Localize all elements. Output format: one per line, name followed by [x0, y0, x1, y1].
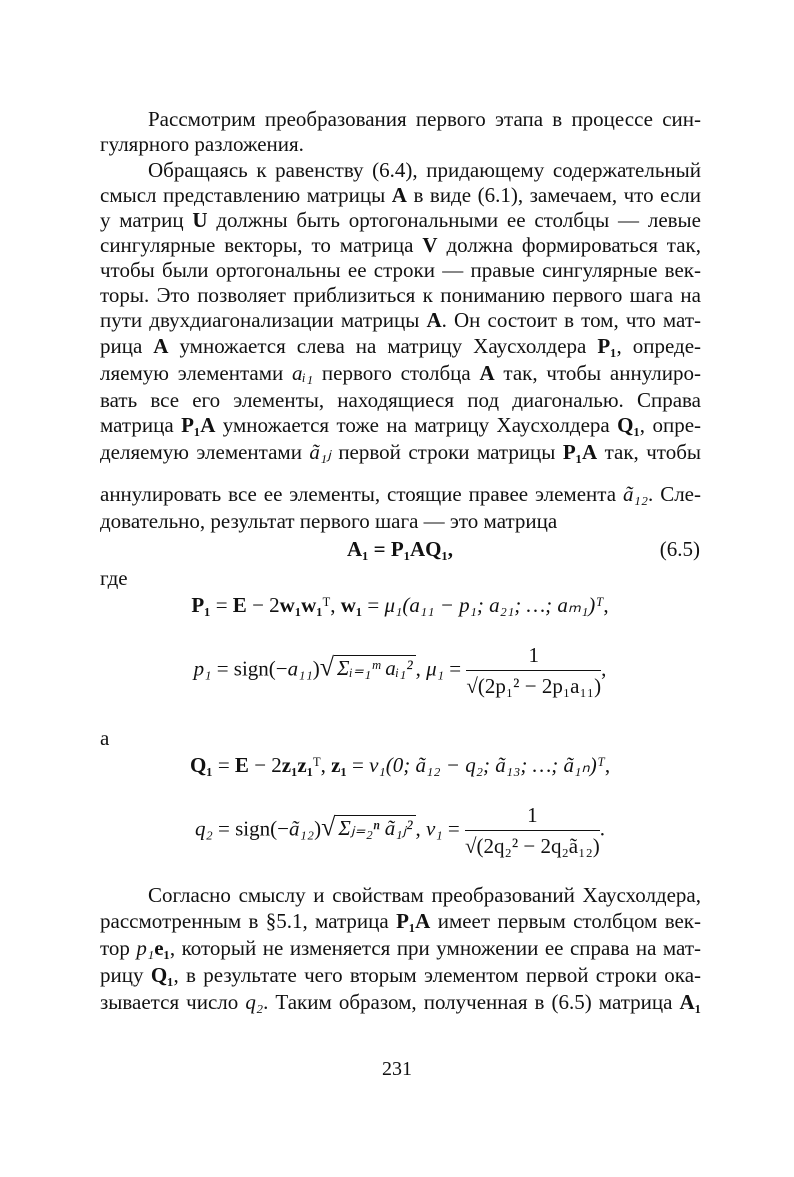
- text-segment: , опреде-: [616, 334, 702, 358]
- text-segment: ᵀ,: [322, 593, 341, 617]
- denominator: √(2q₂² − 2q₂ã₁₂): [465, 834, 600, 858]
- text-line: [100, 935, 701, 961]
- text-line: [100, 565, 701, 591]
- equation-number: (6.5): [659, 537, 700, 561]
- math-expression: μ₁: [426, 656, 444, 681]
- text-segment: =: [362, 593, 385, 617]
- text-segment: ): [314, 816, 322, 841]
- text-segment: так, чтобы аннулиро-: [494, 361, 701, 385]
- text-segment: , в результате чего вторым элементом первой строки ока-: [173, 963, 702, 987]
- math-expression: ã₁₂: [288, 816, 315, 841]
- matrix-symbol: E: [232, 593, 247, 617]
- matrix-symbol: P₁A: [562, 440, 598, 464]
- matrix-symbol: U: [192, 208, 208, 232]
- math-expression: Σⱼ₌₂ⁿ ã₁ⱼ²: [335, 815, 415, 840]
- text-segment: гулярного разложения.: [100, 132, 304, 156]
- text-segment: Согласно смыслу и свойствам преобразований Хаусхолдера,: [148, 883, 701, 907]
- text-segment: ,: [604, 753, 611, 777]
- numerator: 1: [465, 800, 600, 831]
- text-line: [100, 232, 701, 258]
- text-line: [148, 157, 701, 183]
- text-line: [100, 387, 701, 413]
- matrix-symbol: Q₁: [189, 753, 213, 777]
- text-segment: ,: [601, 656, 607, 681]
- math-expression: ν₁: [426, 816, 443, 841]
- text-segment: ): [312, 656, 320, 681]
- formula-line: [100, 640, 700, 701]
- text-segment: . Сле-: [648, 482, 701, 506]
- math-expression: ã₁ⱼ: [309, 440, 331, 464]
- text-segment: =: [346, 753, 370, 777]
- matrix-symbol: w₁: [340, 593, 363, 617]
- text-segment: где: [100, 566, 128, 590]
- math-expression: Σᵢ₌₁ᵐ aᵢ₁²: [334, 655, 416, 680]
- text-line: [100, 908, 701, 934]
- text-segment: ,: [603, 593, 609, 617]
- math-expression: ν₁(0; ã₁₂ − q₂; ã₁₃; …; ã₁ₙ)ᵀ: [369, 753, 605, 777]
- page-number: 231: [382, 1058, 412, 1080]
- text-segment: рассмотренным в §5.1, матрица: [100, 909, 397, 933]
- text-line: [100, 282, 701, 308]
- text-line: [148, 106, 701, 132]
- text-segment: торы. Это позволяет приблизиться к пониманию первого шага на: [100, 283, 701, 307]
- text-line: [100, 333, 701, 359]
- text-line: [148, 882, 701, 908]
- text-line: [100, 725, 701, 751]
- text-segment: ᵀ,: [313, 753, 332, 777]
- text-segment: ляемую элементами: [100, 361, 293, 385]
- matrix-symbol: A: [391, 183, 407, 207]
- math-expression: aᵢ₁: [292, 361, 314, 385]
- text-line: [100, 307, 701, 333]
- math-expression: p₁: [193, 656, 212, 681]
- formula-line: [100, 800, 700, 861]
- text-segment: пути двухдиагонализации матрицы: [100, 308, 427, 332]
- text-segment: чтобы были ортогональны ее строки — правые сингулярные век-: [100, 258, 701, 282]
- math-expression: a₁₁: [287, 656, 313, 681]
- denominator: √(2p₁² − 2p₁a₁₁): [466, 674, 602, 698]
- numerator: 1: [466, 640, 601, 671]
- text-line: [100, 131, 701, 157]
- text-segment: . Он состоит в том, что мат-: [441, 308, 701, 332]
- matrix-symbol: P₁A: [396, 909, 431, 933]
- matrix-symbol: A₁: [679, 990, 701, 1014]
- text-segment: =: [442, 816, 465, 841]
- text-segment: имеет первым столбцом век-: [430, 909, 701, 933]
- text-segment: рица: [100, 334, 154, 358]
- text-segment: довательно, результат первого шага — это матрица: [100, 509, 558, 533]
- text-line: [100, 508, 701, 534]
- text-segment: в виде (6.1), замечаем, что если: [406, 183, 701, 207]
- matrix-symbol: V: [422, 233, 438, 257]
- text-segment: √: [321, 812, 336, 842]
- text-segment: смысл представлению матрицы: [100, 183, 392, 207]
- text-segment: умножается тоже на матрицу Хаусхолдера: [215, 413, 618, 437]
- matrix-symbol: A₁ = P₁AQ₁,: [346, 537, 454, 561]
- text-segment: .: [599, 816, 606, 841]
- text-segment: , опре-: [639, 413, 702, 437]
- text-segment: тор: [100, 936, 137, 960]
- text-segment: = sign(−: [212, 816, 289, 841]
- text-segment: = sign(−: [211, 656, 288, 681]
- text-segment: первой строки матрицы: [330, 440, 563, 464]
- math-expression: ã₁₂: [622, 482, 649, 506]
- matrix-symbol: Q₁: [150, 963, 174, 987]
- matrix-symbol: z₁z₁: [281, 753, 314, 777]
- math-expression: μ₁(a₁₁ − p₁; a₂₁; …; aₘ₁)ᵀ: [384, 593, 604, 617]
- matrix-symbol: e₁: [154, 936, 170, 960]
- matrix-symbol: A: [153, 334, 169, 358]
- matrix-symbol: Q₁: [617, 413, 640, 437]
- math-expression: p₁: [136, 936, 155, 960]
- text-line: [100, 962, 701, 988]
- math-expression: q₂: [245, 990, 264, 1014]
- text-segment: , который не изменяется при умножении ее справа на мат-: [169, 936, 701, 960]
- text-segment: ,: [415, 816, 427, 841]
- text-segment: матрица: [100, 413, 182, 437]
- matrix-symbol: A: [479, 361, 495, 385]
- text-segment: − 2: [246, 593, 280, 617]
- text-segment: рицу: [100, 963, 151, 987]
- formula-line: [100, 752, 700, 778]
- text-segment: сингулярные векторы, то матрица: [100, 233, 423, 257]
- text-segment: деляемую элементами: [100, 440, 310, 464]
- formula-line: [100, 592, 700, 618]
- text-line: [100, 439, 701, 465]
- fraction: [466, 640, 601, 701]
- text-segment: первого столбца: [313, 361, 480, 385]
- text-segment: умножается слева на матрицу Хаусхолдера: [168, 334, 598, 358]
- text-segment: аннулировать все ее элементы, стоящие правее элемента: [100, 482, 623, 506]
- text-segment: так, чтобы: [597, 440, 701, 464]
- text-segment: =: [212, 753, 235, 777]
- text-segment: вать все его элементы, находящиеся под диагональю. Справа: [100, 388, 701, 412]
- matrix-symbol: E: [234, 753, 249, 777]
- matrix-symbol: P₁A: [181, 413, 216, 437]
- matrix-symbol: z₁: [331, 753, 347, 777]
- text-segment: − 2: [248, 753, 282, 777]
- matrix-symbol: w₁w₁: [279, 593, 323, 617]
- matrix-symbol: A: [426, 308, 442, 332]
- text-line: [100, 360, 701, 386]
- matrix-symbol: P₁: [191, 593, 211, 617]
- text-line: [100, 412, 701, 438]
- text-segment: ,: [415, 656, 427, 681]
- text-segment: должна формироваться так,: [437, 233, 701, 257]
- text-line: [100, 182, 701, 208]
- text-segment: . Таким образом, полученная в (6.5) матрица: [263, 990, 680, 1014]
- text-segment: должны быть ортогональными ее столбцы — левые: [207, 208, 701, 232]
- math-expression: q₂: [194, 816, 213, 841]
- text-segment: зывается число: [100, 990, 246, 1014]
- text-segment: Обращаясь к равенству (6.4), придающему содержательный: [148, 158, 701, 182]
- text-line: [100, 207, 701, 233]
- text-segment: Рассмотрим преобразования первого этапа в процессе син-: [148, 107, 701, 131]
- text-segment: =: [210, 593, 233, 617]
- text-line: [100, 481, 701, 507]
- text-segment: √: [319, 652, 335, 682]
- formula-line: [100, 536, 700, 562]
- text-segment: =: [444, 656, 467, 681]
- fraction: [465, 800, 600, 861]
- text-line: [100, 989, 701, 1015]
- text-segment: а: [100, 726, 110, 750]
- text-segment: у матриц: [100, 208, 193, 232]
- matrix-symbol: P₁: [597, 334, 617, 358]
- text-line: [100, 257, 701, 283]
